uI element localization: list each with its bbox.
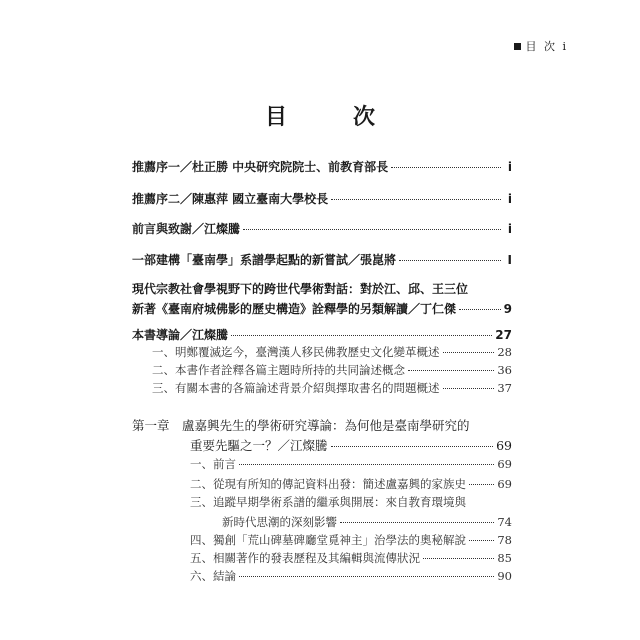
- toc-entry: [132, 326, 512, 343]
- toc-entry-page: 69: [497, 477, 512, 491]
- toc-entry-label: 二、本書作者詮釋各篇主題時所持的共同論述概念: [152, 363, 405, 377]
- toc-entry-page: 9: [503, 302, 512, 316]
- dot-leader: [331, 199, 501, 200]
- toc-entry: [190, 456, 512, 472]
- dot-leader: [469, 484, 494, 485]
- toc-entry: [132, 190, 512, 207]
- toc-entry-label: 推薦序二／陳惠萍 國立臺南大學校長: [132, 192, 329, 206]
- toc-entry-label: 本書導論／江燦騰: [132, 328, 229, 342]
- running-header: [514, 38, 568, 54]
- toc-entry-page: i: [507, 192, 512, 206]
- toc-entry-line1: 三、追蹤早期學術系譜的繼承與開展：來自教育環境與: [190, 495, 466, 509]
- toc-entry: [152, 362, 512, 378]
- toc-entry-label: 二、從現有所知的傳記資料出發：簡述盧嘉興的家族史: [190, 477, 466, 491]
- toc-entry-label: 一、明鄭覆滅迄今，臺灣漢人移民佛教歷史文化變革概述: [152, 345, 440, 359]
- dot-leader: [340, 522, 494, 523]
- toc-entry: [132, 158, 512, 175]
- dot-leader: [399, 260, 501, 261]
- toc-entry-label: 一部建構「臺南學」系譜學起點的新嘗試／張崑將: [132, 253, 397, 267]
- dot-leader: [443, 388, 495, 389]
- toc-entry: [190, 436, 512, 454]
- toc-entry: [190, 550, 512, 566]
- dot-leader: [443, 352, 495, 353]
- toc-entry-line1: 第一章 盧嘉興先生的學術研究導論：為何他是臺南學研究的: [132, 418, 470, 433]
- dot-leader: [239, 576, 494, 577]
- toc-entry-page: 37: [497, 381, 512, 395]
- toc-entry-label: 六、結論: [190, 569, 236, 583]
- toc-entry-page: i: [507, 222, 512, 236]
- toc-entry-label: 三、有關本書的各篇論述背景介紹與擇取書名的問題概述: [152, 381, 440, 395]
- dot-leader: [239, 464, 494, 465]
- toc-entry-page: 69: [496, 438, 512, 453]
- toc-entry-label: 四、獨創「荒山碑墓碑廳堂覓神主」治學法的奧秘解說: [190, 533, 466, 547]
- running-header-text: 目 次 i: [525, 40, 568, 53]
- dot-leader: [469, 540, 494, 541]
- toc-entry-page: 69: [497, 457, 512, 471]
- toc-entry: [152, 380, 512, 396]
- toc-entry-label: 推薦序一／杜正勝 中央研究院院士、前教育部長: [132, 160, 389, 174]
- toc-entry-page: 90: [497, 569, 512, 583]
- toc-entry-line1: 現代宗教社會學視野下的跨世代學術對話：對於江、邱、王三位: [132, 282, 469, 296]
- toc-entry: [132, 300, 512, 317]
- toc-entry-page: i: [507, 160, 512, 174]
- toc-entry: [132, 251, 512, 268]
- toc-entry: [190, 532, 512, 548]
- toc-entry-label: 一、前言: [190, 457, 236, 471]
- toc-entry-page: 74: [497, 515, 512, 529]
- dot-leader: [391, 167, 501, 168]
- toc-entry-label: 五、相關著作的發表歷程及其編輯與流傳狀況: [190, 551, 420, 565]
- toc-entry-label: 新時代思潮的深刻影響: [222, 515, 337, 529]
- toc-entry-page: 85: [497, 551, 512, 565]
- dot-leader: [423, 558, 494, 559]
- toc-entry-label: 新著《臺南府城佛影的歷史構造》詮釋學的另類解讀／丁仁傑: [132, 302, 457, 316]
- page-title: 目 次: [264, 104, 397, 130]
- toc-entry: [222, 514, 512, 530]
- toc-entry-label: 重要先驅之一？／江燦騰: [190, 438, 328, 453]
- dot-leader: [243, 229, 501, 230]
- dot-leader: [459, 309, 501, 310]
- toc-entry-page: 36: [497, 363, 512, 377]
- toc-entry-page: I: [507, 253, 512, 267]
- dot-leader: [331, 446, 494, 447]
- toc-entry-page: 27: [495, 328, 512, 342]
- toc-entry: [190, 476, 512, 492]
- dot-leader: [231, 335, 492, 336]
- toc-entry: [152, 344, 512, 360]
- toc-entry: [132, 220, 512, 237]
- square-bullet-icon: [514, 43, 521, 50]
- toc-entry-label: 前言與致謝／江燦騰: [132, 222, 241, 236]
- toc-entry: [190, 568, 512, 584]
- dot-leader: [408, 370, 494, 371]
- toc-entry-page: 78: [497, 533, 512, 547]
- toc-entry-page: 28: [497, 345, 512, 359]
